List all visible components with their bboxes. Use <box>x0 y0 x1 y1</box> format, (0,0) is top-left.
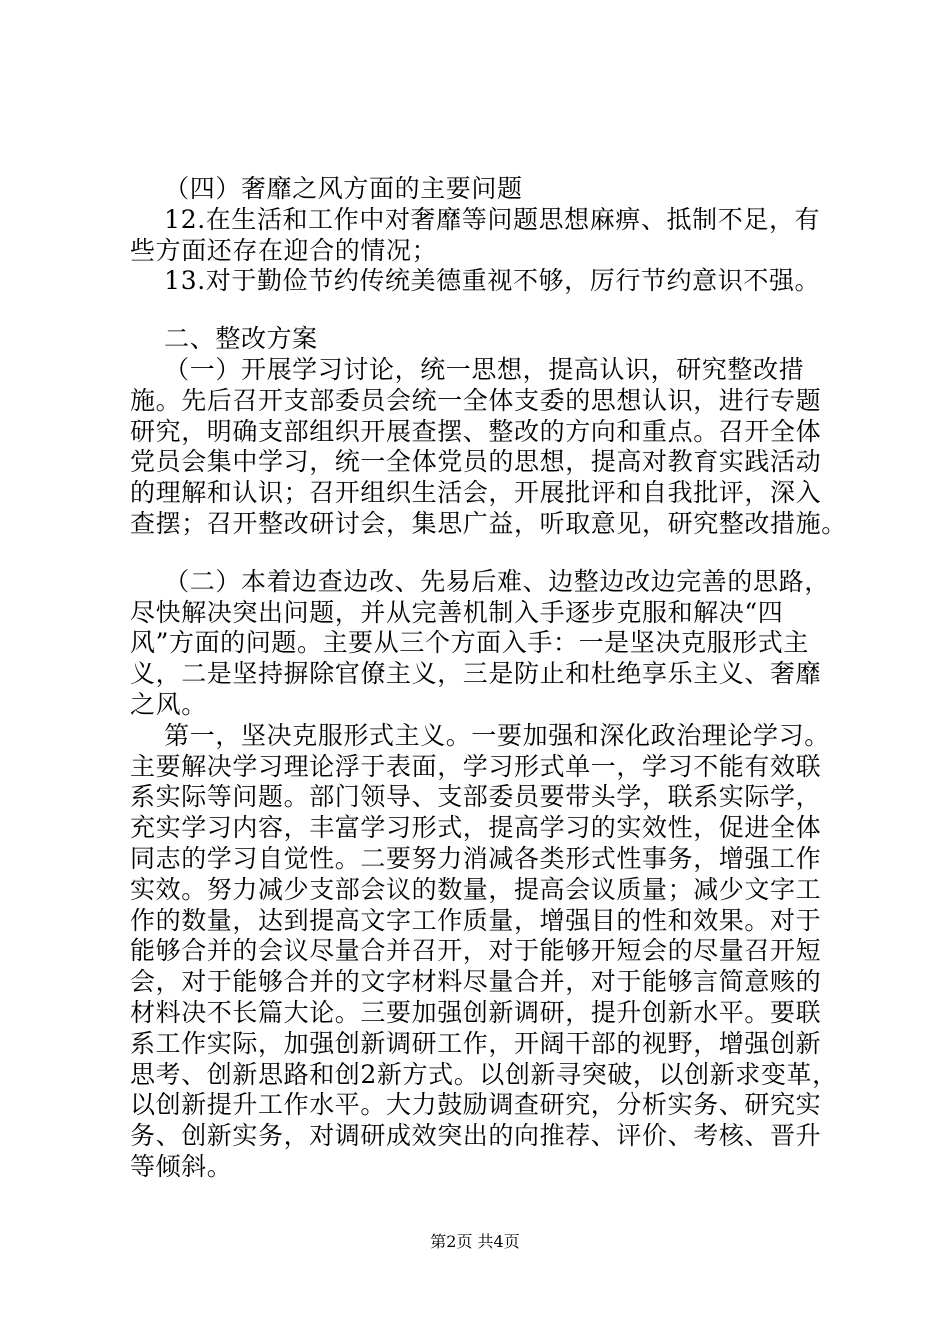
document-body <box>130 174 847 1183</box>
text-line: 查摆；召开整改研讨会，集思广益，听取意见，研究整改措施。 <box>130 508 847 538</box>
text-line: 务、创新实务，对调研成效突出的向推荐、评价、考核、晋升 <box>130 1121 822 1151</box>
paragraph <box>130 567 830 721</box>
text-line: 施。先后召开支部委员会统一全体支委的思想认识，进行专题 <box>130 385 822 415</box>
text-line: 风”方面的问题。主要从三个方面入手：一是坚决克服形式主 <box>130 628 809 658</box>
text-line: （四）奢靡之风方面的主要问题 <box>130 174 523 203</box>
text-line: 党员会集中学习，统一全体党员的思想，提高对教育实践活动 <box>130 447 822 477</box>
paragraph <box>130 354 847 540</box>
text-line: （二）本着边查边改、先易后难、边整边改边完善的思路， <box>130 566 830 596</box>
text-line: 研究，明确支部组织开展查摆、整改的方向和重点。召开全体 <box>130 416 822 446</box>
text-line: 义，二是坚持摒除官僚主义，三是防止和杜绝享乐主义、奢靡 <box>130 659 822 689</box>
page-footer <box>0 1232 950 1252</box>
text-line: 能够合并的会议尽量合并召开，对于能够开短会的尽量召开短 <box>130 936 822 966</box>
text-line: 些方面还存在迎合的情况； <box>130 235 438 265</box>
paragraph <box>130 174 830 205</box>
text-line: 系实际等问题。部门领导、支部委员要带头学，联系实际学， <box>130 782 822 812</box>
page-number: 第2页 共4页 <box>430 1232 520 1251</box>
text-line: 二、整改方案 <box>130 324 318 354</box>
paragraph-gap <box>130 540 830 567</box>
text-line: 会，对于能够合并的文字材料尽量合并，对于能够言简意赅的 <box>130 967 822 997</box>
paragraph <box>130 324 830 355</box>
text-line: 主要解决学习理论浮于表面，学习形式单一，学习不能有效联 <box>130 751 822 781</box>
text-line: 等倾斜。 <box>130 1151 233 1181</box>
text-line: 系工作实际，加强创新调研工作，开阔干部的视野，增强创新 <box>130 1028 822 1058</box>
text-line: 作的数量，达到提高文字工作质量，增强目的性和效果。对于 <box>130 905 822 935</box>
text-line: 以创新提升工作水平。大力鼓励调查研究，分析实务、研究实 <box>130 1090 822 1120</box>
paragraph <box>130 205 830 267</box>
paragraph <box>130 720 838 1183</box>
text-line: 之风。 <box>130 689 207 719</box>
text-line: 尽快解决突出问题，并从完善机制入手逐步克服和解决“四 <box>130 597 784 627</box>
text-line: 实效。努力减少支部会议的数量，提高会议质量；减少文字工 <box>130 874 822 904</box>
text-line: 材料决不长篇大论。三要加强创新调研，提升创新水平。要联 <box>130 997 822 1027</box>
text-line: （一）开展学习讨论，统一思想，提高认识，研究整改措 <box>130 354 805 384</box>
text-line: 思考、创新思路和创2新方式。以创新寻突破，以创新求变革， <box>130 1059 838 1089</box>
text-line: 同志的学习自觉性。二要努力消减各类形式性事务，增强工作 <box>130 843 822 873</box>
text-line: 充实学习内容，丰富学习形式，提高学习的实效性，促进全体 <box>130 813 822 843</box>
paragraph <box>130 266 830 297</box>
text-line: 13.对于勤俭节约传统美德重视不够，厉行节约意识不强。 <box>130 266 821 296</box>
text-line: 12.在生活和工作中对奢靡等问题思想麻痹、抵制不足，有 <box>130 204 821 234</box>
paragraph-gap <box>130 297 830 324</box>
text-line: 第一，坚决克服形式主义。一要加强和深化政治理论学习。 <box>130 720 830 750</box>
text-line: 的理解和认识；召开组织生活会，开展批评和自我批评，深入 <box>130 478 822 508</box>
